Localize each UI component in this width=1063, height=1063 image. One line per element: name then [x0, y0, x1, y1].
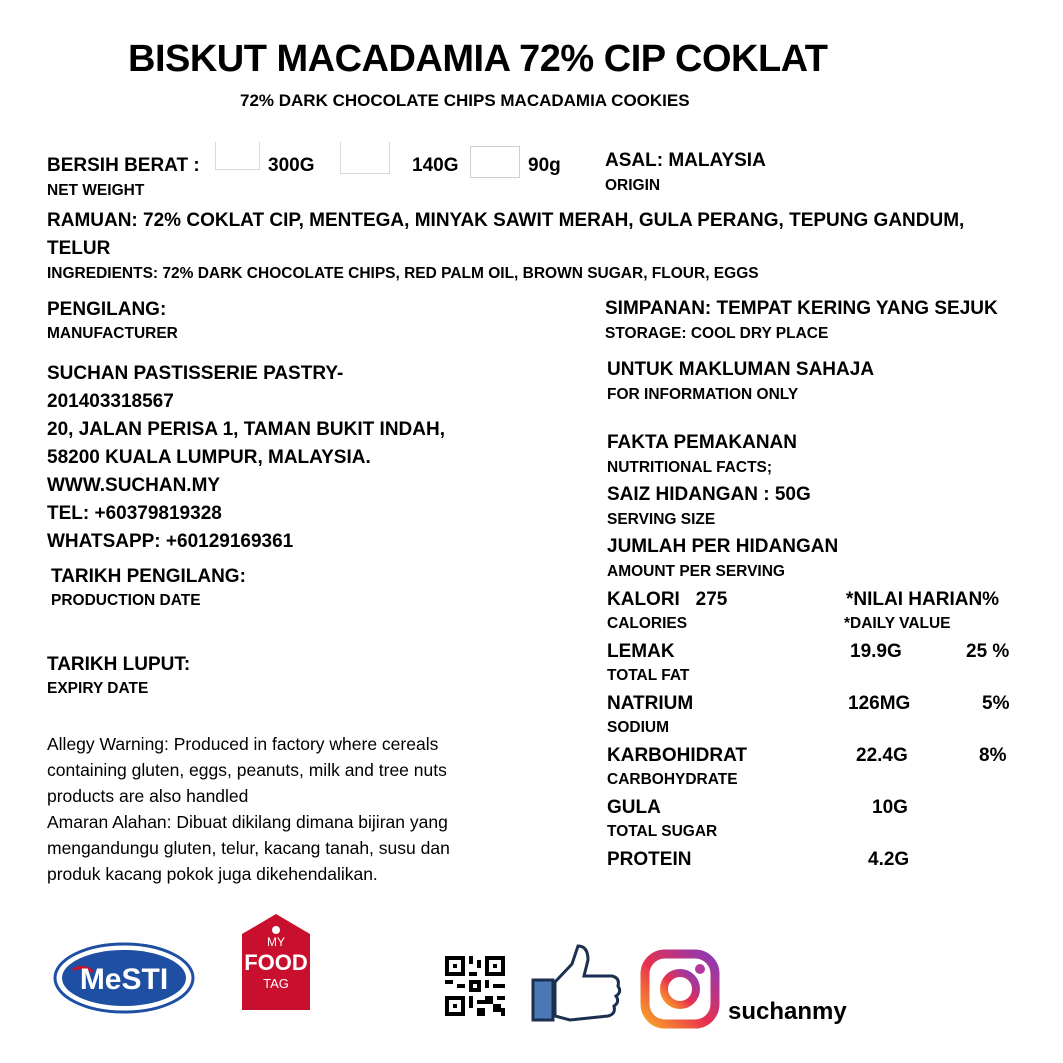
- allergy-line: Amaran Alahan: Dibuat dikilang dimana bijiran yang: [47, 812, 448, 832]
- allergy-line: products are also handled: [47, 786, 249, 806]
- nutrient-amount: 4.2G: [868, 849, 910, 870]
- manufacturer-line: 201403318567: [47, 391, 174, 412]
- nutrient-name-en: TOTAL SUGAR: [607, 823, 718, 840]
- nutrient-amount: 10G: [872, 797, 908, 818]
- thumbs-up-graphic: [530, 942, 622, 1024]
- allergy-line: containing gluten, eggs, peanuts, milk and tree nuts: [47, 760, 447, 780]
- mesti-logo: [53, 942, 195, 1014]
- storage-label-en: STORAGE: COOL DRY PLACE: [605, 325, 829, 342]
- weight-checkbox-140g[interactable]: [340, 142, 390, 174]
- manufacturer-label-en: MANUFACTURER: [47, 325, 178, 342]
- ingredients-line-1: RAMUAN: 72% COKLAT CIP, MENTEGA, MINYAK SAWIT MERAH, GULA PERANG, TEPUNG GANDUM,: [47, 210, 965, 231]
- product-subtitle: 72% DARK CHOCOLATE CHIPS MACADAMIA COOKIES: [240, 91, 690, 110]
- manufacturer-line: SUCHAN PASTISSERIE PASTRY-: [47, 363, 344, 384]
- serving-size-en: SERVING SIZE: [607, 511, 716, 528]
- instagram-icon[interactable]: [640, 949, 720, 1029]
- nutrient-dv: 8%: [979, 745, 1007, 766]
- qr-code[interactable]: [445, 956, 505, 1016]
- manufacturer-address: [47, 360, 445, 556]
- nutrient-amount: 19.9G: [850, 641, 902, 662]
- weight-option-300g: 300G: [268, 155, 315, 176]
- net-weight-label-en: NET WEIGHT: [47, 182, 145, 199]
- expiry-date-label-en: EXPIRY DATE: [47, 680, 149, 697]
- info-label: UNTUK MAKLUMAN SAHAJA: [607, 359, 875, 380]
- calories-en: CALORIES: [607, 615, 688, 632]
- nutrient-name-en: CARBOHYDRATE: [607, 771, 738, 788]
- production-date-label-en: PRODUCTION DATE: [51, 592, 201, 609]
- manufacturer-label: PENGILANG:: [47, 299, 167, 320]
- nutrient-dv: 5%: [982, 693, 1010, 714]
- manufacturer-whatsapp: WHATSAPP: +60129169361: [47, 531, 294, 552]
- nutrient-name: NATRIUM: [607, 693, 694, 714]
- nutrition-title: FAKTA PEMAKANAN: [607, 432, 797, 453]
- allergy-line: produk kacang pokok juga dikehendalikan.: [47, 864, 378, 884]
- myfoodtag-tag: TAG: [263, 976, 289, 991]
- product-title: BISKUT MACADAMIA 72% CIP COKLAT: [128, 38, 828, 80]
- nutrient-amount: 126MG: [848, 693, 911, 714]
- nutrient-name-en: SODIUM: [607, 719, 669, 736]
- expiry-date-label: TARIKH LUPUT:: [47, 654, 191, 675]
- net-weight-label: BERSIH BERAT :: [47, 155, 200, 176]
- nutrient-name: GULA: [607, 797, 661, 818]
- allergy-line: mengandungu gluten, telur, kacang tanah, susu dan: [47, 838, 450, 858]
- weight-checkbox-90g[interactable]: [470, 146, 520, 178]
- manufacturer-tel: TEL: +60379819328: [47, 503, 222, 524]
- calories: KALORI 275: [607, 589, 728, 610]
- weight-option-90g: 90g: [528, 155, 561, 176]
- qr-code-graphic: [445, 956, 505, 1016]
- nutrition-title-en: NUTRITIONAL FACTS;: [607, 459, 773, 476]
- my-food-tag-graphic: [240, 912, 312, 1012]
- weight-option-140g: 140G: [412, 155, 459, 176]
- info-label-en: FOR INFORMATION ONLY: [607, 386, 799, 403]
- daily-value-header: *NILAI HARIAN%: [846, 589, 1000, 610]
- origin-label-en: ORIGIN: [605, 177, 661, 194]
- nutrient-name: KARBOHIDRAT: [607, 745, 748, 766]
- weight-checkbox-300g[interactable]: [215, 142, 260, 170]
- mesti-text: MeSTI: [79, 963, 169, 996]
- manufacturer-website: WWW.SUCHAN.MY: [47, 475, 221, 496]
- production-date-label: TARIKH PENGILANG:: [51, 566, 246, 587]
- manufacturer-line: 58200 KUALA LUMPUR, MALAYSIA.: [47, 447, 371, 468]
- ingredients-line-2: TELUR: [47, 238, 111, 259]
- origin-label: ASAL: MALAYSIA: [605, 150, 766, 171]
- manufacturer-line: 20, JALAN PERISA 1, TAMAN BUKIT INDAH,: [47, 419, 445, 440]
- instagram-handle[interactable]: suchanmy: [728, 998, 847, 1025]
- nutrient-name-en: TOTAL FAT: [607, 667, 690, 684]
- amount-per-serving-en: AMOUNT PER SERVING: [607, 563, 785, 580]
- my-food-tag-logo: [240, 912, 312, 1012]
- ingredients-en: INGREDIENTS: 72% DARK CHOCOLATE CHIPS, RED PALM OIL, BROWN SUGAR, FLOUR, EGGS: [47, 265, 759, 282]
- nutrient-amount: 22.4G: [856, 745, 908, 766]
- daily-value-header-en: *DAILY VALUE: [844, 615, 951, 632]
- thumbs-up-icon[interactable]: [530, 942, 622, 1024]
- amount-per-serving: JUMLAH PER HIDANGAN: [607, 536, 839, 557]
- instagram-graphic: [640, 949, 720, 1029]
- storage-label: SIMPANAN: TEMPAT KERING YANG SEJUK: [605, 298, 998, 319]
- allergy-warning: [47, 731, 450, 887]
- allergy-line: Allegy Warning: Produced in factory where cereals: [47, 734, 439, 754]
- nutrient-name: LEMAK: [607, 641, 675, 662]
- nutrient-name: PROTEIN: [607, 849, 692, 870]
- mesti-logo-graphic: [53, 942, 195, 1014]
- myfoodtag-my: MY: [267, 935, 285, 949]
- nutrient-dv: 25 %: [966, 641, 1010, 662]
- serving-size: SAIZ HIDANGAN : 50G: [607, 484, 811, 505]
- myfoodtag-food: FOOD: [244, 950, 308, 975]
